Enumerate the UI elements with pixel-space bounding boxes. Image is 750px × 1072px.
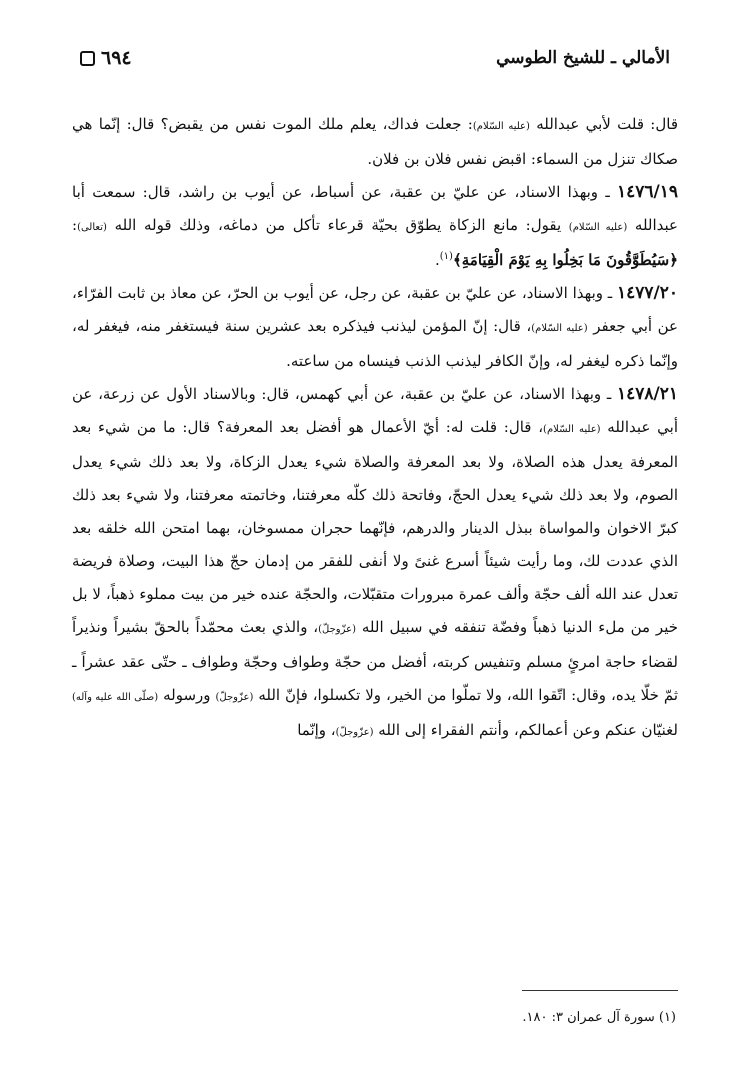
page-body — [72, 108, 678, 749]
text-run: : — [72, 216, 78, 234]
text-run: ـ وبهذا الاسناد، عن عليّ بن عقبة، عن أسباط، عن أيوب بن راشد، قال: سمعت أبا عبدالله — [72, 183, 679, 234]
hadith-1476 — [72, 176, 678, 277]
hadith-number: ١٤٧٨/٢١ — [617, 384, 678, 404]
quran-verse: ﴿سَيُطَوَّقُونَ مَا بَخِلُوا بِهِ يَوْمَ الْقِيَامَةِ﴾ — [452, 251, 678, 269]
page-number-block — [80, 47, 132, 69]
honorific: (عزّوجلّ) — [215, 692, 254, 703]
hadith-1477 — [72, 277, 678, 378]
text-run: لغنيّان عنكم وعن أعمالكم، وأنتم الفقراء إلى الله — [373, 721, 678, 739]
text-run: . — [434, 251, 440, 269]
page-number: ٦٩٤ — [101, 47, 132, 69]
honorific: (عزّوجلّ) — [318, 624, 357, 635]
text-run: ـ وبهذا الاسناد، عن عليّ بن عقبة، عن رجل، عن أيوب بن الحرّ، عن معاذ بن ثابت الفرّاء، عن أبي جعفر — [72, 284, 679, 335]
hadith-number: ١٤٧٧/٢٠ — [617, 283, 678, 303]
text-run: : جعلت فداك، يعلم ملك الموت نفس من يقبض؟ قال: إنّما هي صكاك تنزل من السماء: اقبض نفس فلان بن فلان. — [72, 115, 678, 168]
honorific: (عليه السّلام) — [531, 323, 588, 334]
page-header — [80, 38, 670, 78]
footnote-divider — [522, 990, 678, 991]
hadith-1478 — [72, 378, 678, 749]
running-title: الأمالي ـ للشيخ الطوسي — [496, 48, 670, 68]
text-run: قال: قلت لأبي عبدالله — [529, 115, 679, 133]
honorific: (تعالى) — [77, 222, 107, 233]
text-run: ـ وبهذا الاسناد، عن عليّ بن عقبة، عن أبي كهمس، قال: وبالاسناد الأول عن زرعة، عن أبي عبدالله — [72, 385, 678, 436]
honorific: (عليه السّلام) — [543, 424, 601, 435]
text-run: يقول: مانع الزكاة يطوّق بحيّة قرعاء تأكل من دماغه، وذلك قوله الله — [106, 216, 569, 234]
paragraph-continuation — [72, 108, 678, 176]
text-run: ، وإنّما — [297, 721, 336, 739]
footnote: (١) سورة آل عمران ٣: ١٨٠. — [522, 1010, 676, 1025]
honorific: (عليه السّلام) — [472, 121, 530, 132]
hadith-number: ١٤٧٦/١٩ — [617, 182, 678, 202]
page-box-icon — [80, 51, 95, 66]
text-run: ، والذي بعث محمّداً بالحقّ بشيراً ونذيراً لقضاء حاجة امرئٍ مسلم وتنفيس كربته، أفضل من حجّة وطواف وحجّة وطواف ـ حتّى عقد عشراً ـ ثمّ خلّا يده، وقال: اتّقوا الله، ولا تملّوا من الخير، ولا تكسلوا، فإنّ الله — [72, 618, 678, 704]
honorific: (صلّى الله عليه وآله) — [72, 692, 159, 703]
text-run: ، قال: إنّ المؤمن ليذنب فيذكره بعد عشرين سنة فيستغفر منه، فيغفر له، وإنّما ذكره ليغفر له، وإنّ الكافر ليذنب الذنب فينساه من ساعته. — [72, 317, 678, 370]
text-run: ورسوله — [158, 686, 216, 704]
text-run: ، قال: قلت له: أيّ الأعمال هو أفضل بعد المعرفة؟ قال: ما من شيء بعد المعرفة يعدل هذه الصلاة، ولا بعد المعرفة والصلاة شيء يعدل الزكاة، ولا بعد ذلك شيء يعدل الصوم، ولا بعد ذلك شيء يعدل الحجّ، وفاتحة ذلك كلّه معرفتنا، وخاتمته معرفتنا، ولا شيء بعد ذلك كبرّ الاخوان والمواساة ببذل الدينار والدرهم، فإنّهما حجران ممسوخان، بهما امتحن الله خلقه بعد الذي عددت لك، وما رأيت شيئاً أسرع غنىً ولا أنفى للفقر من إدمان حجّ هذا البيت، وصلاة فريضة تعدل عند الله ألف حجّة وألف عمرة مبرورات متقبّلات، والحجّة عنده خير من بيت مملوء ذهباً، لا بل خير من ملء الدنيا ذهباً وفضّة تنفقه في سبيل الله — [72, 418, 679, 636]
footnote-ref[interactable]: (١) — [439, 251, 453, 262]
honorific: (عليه السّلام) — [568, 222, 628, 233]
honorific: (عزّوجلّ) — [335, 727, 374, 738]
